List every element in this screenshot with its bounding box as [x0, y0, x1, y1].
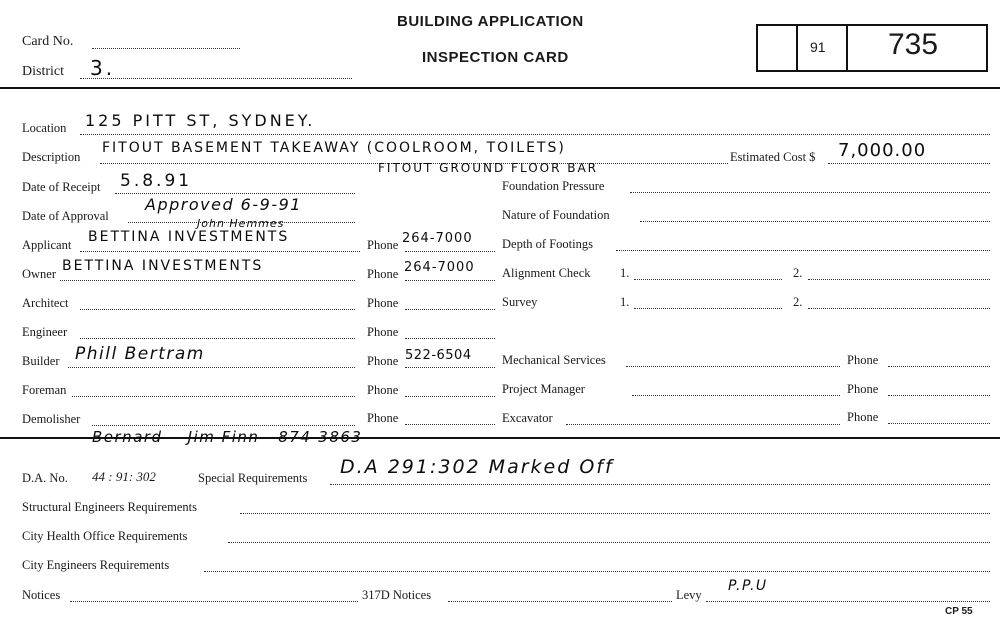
alignment-check-num-2: 2. [793, 266, 803, 280]
structural-requirements-field[interactable] [240, 513, 990, 514]
header-divider [0, 87, 1000, 89]
builder-field[interactable] [68, 367, 355, 368]
engineer-phone-label: Phone [367, 325, 399, 339]
alignment-check-field-1[interactable] [634, 279, 782, 280]
owner-field[interactable] [60, 280, 355, 281]
demolisher-handwritten-note: Bernard Jim Finn 874-3863 [92, 428, 363, 446]
card-prefix: 91 [810, 39, 826, 55]
location-field[interactable] [80, 134, 990, 135]
builder-value: Phill Bertram [75, 344, 205, 364]
card-title-line1: BUILDING APPLICATION [397, 13, 584, 30]
excavator-label: Excavator [502, 411, 553, 425]
mechanical-services-field[interactable] [626, 366, 840, 367]
survey-field-2[interactable] [808, 308, 990, 309]
builder-phone-value: 522-6504 [405, 348, 472, 363]
description-label: Description [22, 150, 81, 164]
alignment-check-label: Alignment Check [502, 266, 591, 280]
da-no-value: 44 : 91: 302 [92, 469, 156, 484]
project-manager-field[interactable] [632, 395, 840, 396]
survey-label: Survey [502, 295, 538, 309]
foundation-pressure-field[interactable] [630, 192, 990, 193]
district-label: District [22, 64, 64, 79]
foreman-label: Foreman [22, 383, 67, 397]
date-approval-signatory: John Hemmes [197, 217, 285, 230]
city-engineers-requirements-field[interactable] [204, 571, 990, 572]
structural-requirements-label: Structural Engineers Requirements [22, 500, 197, 514]
engineer-label: Engineer [22, 325, 68, 339]
owner-phone-value: 264-7000 [404, 260, 475, 275]
levy-value: P.P.U [728, 578, 768, 594]
demolisher-field[interactable] [92, 425, 355, 426]
applicant-phone-value: 264-7000 [402, 231, 473, 246]
demolisher-phone-field[interactable] [405, 424, 495, 425]
card-no-field[interactable] [92, 48, 240, 49]
survey-num-1: 1. [620, 295, 630, 309]
levy-label: Levy [676, 588, 702, 602]
special-requirements-label: Special Requirements [198, 471, 308, 485]
da-no-label: D.A. No. [22, 471, 68, 485]
applicant-phone-label: Phone [367, 238, 399, 252]
engineer-field[interactable] [80, 338, 355, 339]
special-requirements-field[interactable] [330, 484, 990, 485]
description-value: FITOUT BASEMENT TAKEAWAY (COOLROOM, TOILETS) [102, 140, 566, 156]
project-manager-label: Project Manager [502, 382, 585, 396]
district-field[interactable] [80, 78, 352, 79]
district-value: 3. [90, 56, 116, 80]
location-value: 125 PITT ST, SYDNEY. [85, 111, 316, 130]
foreman-phone-label: Phone [367, 383, 399, 397]
architect-label: Architect [22, 296, 69, 310]
notices-317d-label: 317D Notices [362, 588, 432, 602]
engineer-phone-field[interactable] [405, 338, 495, 339]
nature-foundation-label: Nature of Foundation [502, 208, 610, 222]
date-approval-label: Date of Approval [22, 209, 109, 223]
owner-phone-label: Phone [367, 267, 399, 281]
builder-phone-label: Phone [367, 354, 399, 368]
depth-footings-label: Depth of Footings [502, 237, 593, 251]
health-requirements-label: City Health Office Requirements [22, 529, 188, 543]
applicant-value: BETTINA INVESTMENTS [88, 229, 290, 245]
box-divider [846, 26, 848, 70]
alignment-check-num-1: 1. [620, 266, 630, 280]
card-no-label: Card No. [22, 34, 74, 49]
demolisher-phone-label: Phone [367, 411, 399, 425]
mechanical-phone-field[interactable] [888, 366, 990, 367]
survey-num-2: 2. [793, 295, 803, 309]
excavator-phone-label: Phone [847, 410, 879, 424]
mechanical-services-label: Mechanical Services [502, 353, 606, 367]
owner-label: Owner [22, 267, 57, 281]
owner-phone-field[interactable] [405, 280, 495, 281]
notices-317d-field[interactable] [448, 601, 672, 602]
health-requirements-field[interactable] [228, 542, 990, 543]
date-receipt-field[interactable] [115, 193, 355, 194]
applicant-phone-field[interactable] [405, 251, 495, 252]
card-title-line2: INSPECTION CARD [422, 49, 569, 66]
builder-phone-field[interactable] [405, 367, 495, 368]
excavator-field[interactable] [566, 424, 840, 425]
architect-field[interactable] [80, 309, 355, 310]
foreman-phone-field[interactable] [405, 396, 495, 397]
notices-field[interactable] [70, 601, 358, 602]
special-requirements-value: D.A 291:302 Marked Off [340, 456, 614, 478]
description-value-line2: FITOUT GROUND FLOOR BAR [378, 161, 599, 175]
estimated-cost-label: Estimated Cost $ [730, 150, 816, 164]
foreman-field[interactable] [72, 396, 355, 397]
card-number-box [756, 24, 988, 72]
box-divider [796, 26, 798, 70]
mechanical-phone-label: Phone [847, 353, 879, 367]
date-approval-value: Approved 6-9-91 [145, 195, 302, 214]
form-code: CP 55 [945, 606, 973, 617]
estimated-cost-field[interactable] [828, 163, 990, 164]
card-number: 735 [888, 28, 939, 61]
builder-label: Builder [22, 354, 60, 368]
city-engineers-requirements-label: City Engineers Requirements [22, 558, 170, 572]
project-manager-phone-label: Phone [847, 382, 879, 396]
survey-field-1[interactable] [634, 308, 782, 309]
notices-label: Notices [22, 588, 61, 602]
applicant-label: Applicant [22, 238, 72, 252]
date-receipt-label: Date of Receipt [22, 180, 101, 194]
nature-foundation-field[interactable] [640, 221, 990, 222]
location-label: Location [22, 121, 67, 135]
date-receipt-value: 5.8.91 [120, 171, 193, 191]
applicant-field[interactable] [80, 251, 360, 252]
owner-value: BETTINA INVESTMENTS [62, 258, 264, 274]
depth-footings-field[interactable] [616, 250, 990, 251]
architect-phone-label: Phone [367, 296, 399, 310]
demolisher-label: Demolisher [22, 412, 81, 426]
estimated-cost-value: 7,000.00 [838, 140, 927, 161]
alignment-check-field-2[interactable] [808, 279, 990, 280]
excavator-phone-field[interactable] [888, 423, 990, 424]
levy-field[interactable] [706, 601, 990, 602]
project-manager-phone-field[interactable] [888, 395, 990, 396]
architect-phone-field[interactable] [405, 309, 495, 310]
foundation-pressure-label: Foundation Pressure [502, 179, 605, 193]
